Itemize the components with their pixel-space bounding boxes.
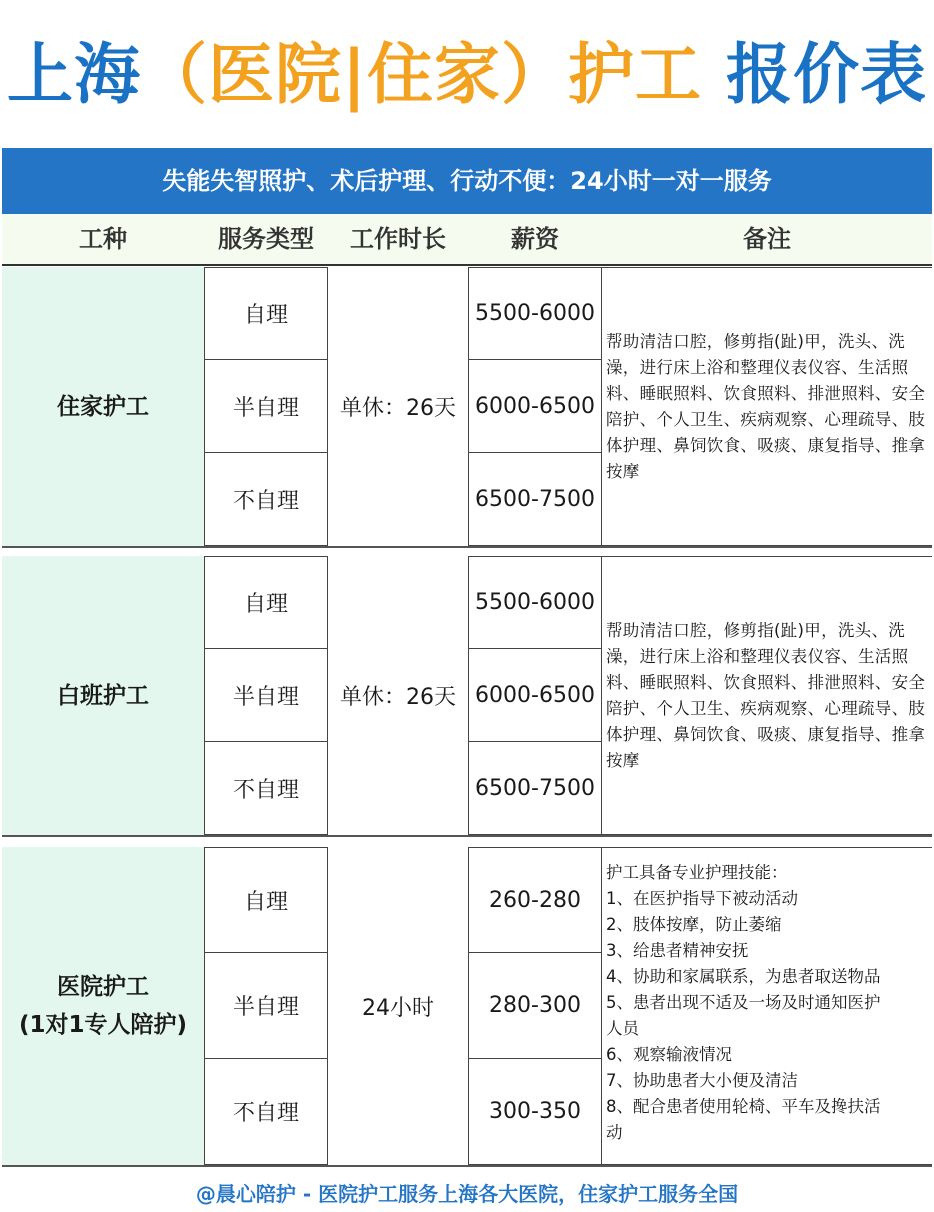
type-cell	[2, 847, 204, 1165]
section-divider	[2, 1165, 932, 1167]
page-title	[0, 30, 934, 120]
list-item: 7、协助患者大小便及清洁	[606, 1071, 798, 1090]
service-cell: 半自理	[204, 360, 328, 453]
header-note: 备注	[743, 225, 791, 253]
pay-cell: 260-280	[468, 847, 602, 953]
pay-cell: 6000-6500	[468, 360, 602, 453]
list-item: 6、观察输液情况	[606, 1045, 732, 1064]
pay-cell: 6500-7500	[468, 742, 602, 835]
service-cell: 不自理	[204, 742, 328, 835]
pay-cell: 300-350	[468, 1059, 602, 1165]
header-type: 工种	[79, 225, 127, 253]
list-item: 4、协助和家属联系，为患者取送物品	[606, 967, 881, 986]
list-item: 2、肢体按摩，防止萎缩	[606, 915, 782, 934]
service-cell: 自理	[204, 556, 328, 649]
note-cell	[602, 267, 932, 546]
table-section-home-caregiver	[2, 267, 932, 546]
table-section-hospital-caregiver	[2, 847, 932, 1165]
service-cell: 不自理	[204, 453, 328, 546]
pay-cell: 5500-6000	[468, 556, 602, 649]
list-item: 8、配合患者使用轮椅、平车及搀扶活	[606, 1097, 881, 1116]
skill-list	[606, 860, 881, 1146]
title-scope: （医院|住家）护工	[140, 36, 703, 113]
duration-cell: 24小时	[362, 995, 434, 1021]
pay-cell: 6500-7500	[468, 453, 602, 546]
service-cell: 自理	[204, 847, 328, 953]
table-header	[2, 214, 932, 266]
note-cell	[602, 556, 932, 835]
list-item: 人员	[606, 1019, 639, 1038]
service-banner: 失能失智照护、术后护理、行动不便：24小时一对一服务	[2, 148, 932, 214]
list-item: 护工具备专业护理技能：	[606, 863, 788, 882]
title-city: 上海	[6, 36, 141, 113]
section-divider	[2, 546, 932, 548]
list-item: 动	[606, 1123, 623, 1142]
type-cell	[2, 267, 204, 546]
duration-cell: 单休：26天	[340, 685, 456, 710]
pay-cell: 280-300	[468, 953, 602, 1059]
section-divider	[2, 835, 932, 837]
header-service: 服务类型	[218, 225, 314, 253]
note-cell	[602, 847, 932, 1165]
list-item: 3、给患者精神安抚	[606, 941, 749, 960]
type-cell	[2, 556, 204, 835]
service-cell: 半自理	[204, 953, 328, 1059]
pay-cell: 5500-6000	[468, 267, 602, 360]
service-cell: 半自理	[204, 649, 328, 742]
note-text: 帮助清洁口腔，修剪指(趾)甲，洗头、洗澡，进行床上浴和整理仪表仪容、生活照料、睡眠照料、饮食照料、排泄照料、安全陪护、个人卫生、疾病观察、心理疏导、肢体护理、鼻饲饮食、吸痰、康复指导、推拿按摩	[606, 331, 926, 481]
type-label: 医院护工	[57, 974, 149, 1000]
list-item: 5、患者出现不适及一场及时通知医护	[606, 993, 881, 1012]
note-text: 帮助清洁口腔，修剪指(趾)甲，洗头、洗澡，进行床上浴和整理仪表仪容、生活照料、睡眠照料、饮食照料、排泄照料、安全陪护、个人卫生、疾病观察、心理疏导、肢体护理、鼻饲饮食、吸痰、康复指导、推拿按摩	[606, 620, 926, 770]
service-cell: 自理	[204, 267, 328, 360]
type-label: 白班护工	[57, 682, 149, 709]
table-section-day-caregiver	[2, 556, 932, 835]
list-item: 1、在医护指导下被动活动	[606, 889, 798, 908]
type-sublabel: (1对1专人陪护)	[18, 1012, 188, 1038]
footer-credit: @晨心陪护 - 医院护工服务上海各大医院，住家护工服务全国	[195, 1182, 739, 1206]
header-duration: 工作时长	[350, 225, 446, 253]
header-pay: 薪资	[511, 225, 559, 253]
duration-cell: 单休：26天	[340, 396, 456, 421]
service-cell: 不自理	[204, 1059, 328, 1165]
title-suffix: 报价表	[726, 36, 928, 113]
type-label: 住家护工	[57, 393, 149, 420]
pay-cell: 6000-6500	[468, 649, 602, 742]
